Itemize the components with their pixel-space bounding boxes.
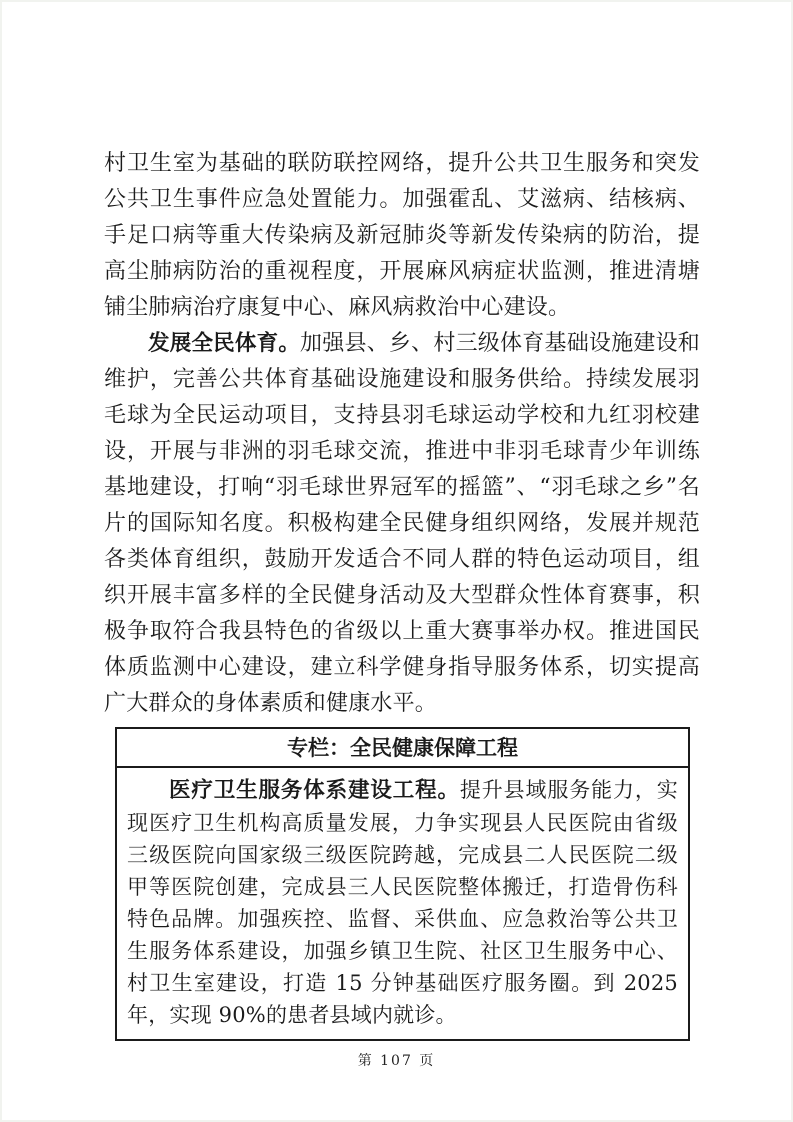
special-column-box — [115, 727, 690, 1041]
page-number: 第 107 页 — [357, 1053, 436, 1069]
column-box-title: 专栏：全民健康保障工程 — [117, 729, 688, 768]
paragraph-national-sports-text: 加强县、乡、村三级体育基础设施建设和维护，完善公共体育基础设施建设和服务供给。持续发展羽毛球为全民运动项目，支持县羽毛球运动学校和九红羽校建设，开展与非洲的羽毛球交流，推进中非羽毛球青少年训练基地建设，打响“羽毛球世界冠军的摇篮”、“羽毛球之乡”名片的国际知名度。积极构建全民健身组织网络，发展并规范各类体育组织，鼓励开发适合不同人群的特色运动项目，组织开展丰富多样的全民健身活动及大型群众性体育赛事，积极争取符合我县特色的省级以上重大赛事举办权。推进国民体质监测中心建设，建立科学健身指导服务体系，切实提高广大群众的身体素质和健康水平。 — [104, 331, 700, 716]
page-body — [104, 146, 700, 1041]
column-box-paragraph-text: 提升县域服务能力，实现医疗卫生机构高质量发展，力争实现县人民医院由省级三级医院向国家级三级医院跨越，完成县二人民医院二级甲等医院创建，完成县三人民医院整体搬迁，打造骨伤科特色品牌。加强疾控、监督、采供血、应急救治等公共卫生服务体系建设，加强乡镇卫生院、社区卫生服务中心、村卫生室建设，打造 15 分钟基础医疗服务圈。到 2025 年，实现 90%的患者县域内就诊。 — [127, 778, 678, 1027]
column-box-body — [117, 768, 688, 1039]
column-box-paragraph-lead: 医疗卫生服务体系建设工程。 — [169, 778, 460, 803]
paragraph-public-health-continuation: 村卫生室为基础的联防联控网络，提升公共卫生服务和突发公共卫生事件应急处置能力。加强霍乱、艾滋病、结核病、手足口病等重大传染病及新冠肺炎等新发传染病的防治，提高尘肺病防治的重视程度，开展麻风病症状监测，推进清塘铺尘肺病治疗康复中心、麻风病救治中心建设。 — [104, 151, 700, 320]
paragraph-national-sports-lead: 发展全民体育。 — [148, 331, 301, 356]
column-box-paragraph — [127, 774, 678, 1031]
paragraph-national-sports — [104, 326, 700, 722]
